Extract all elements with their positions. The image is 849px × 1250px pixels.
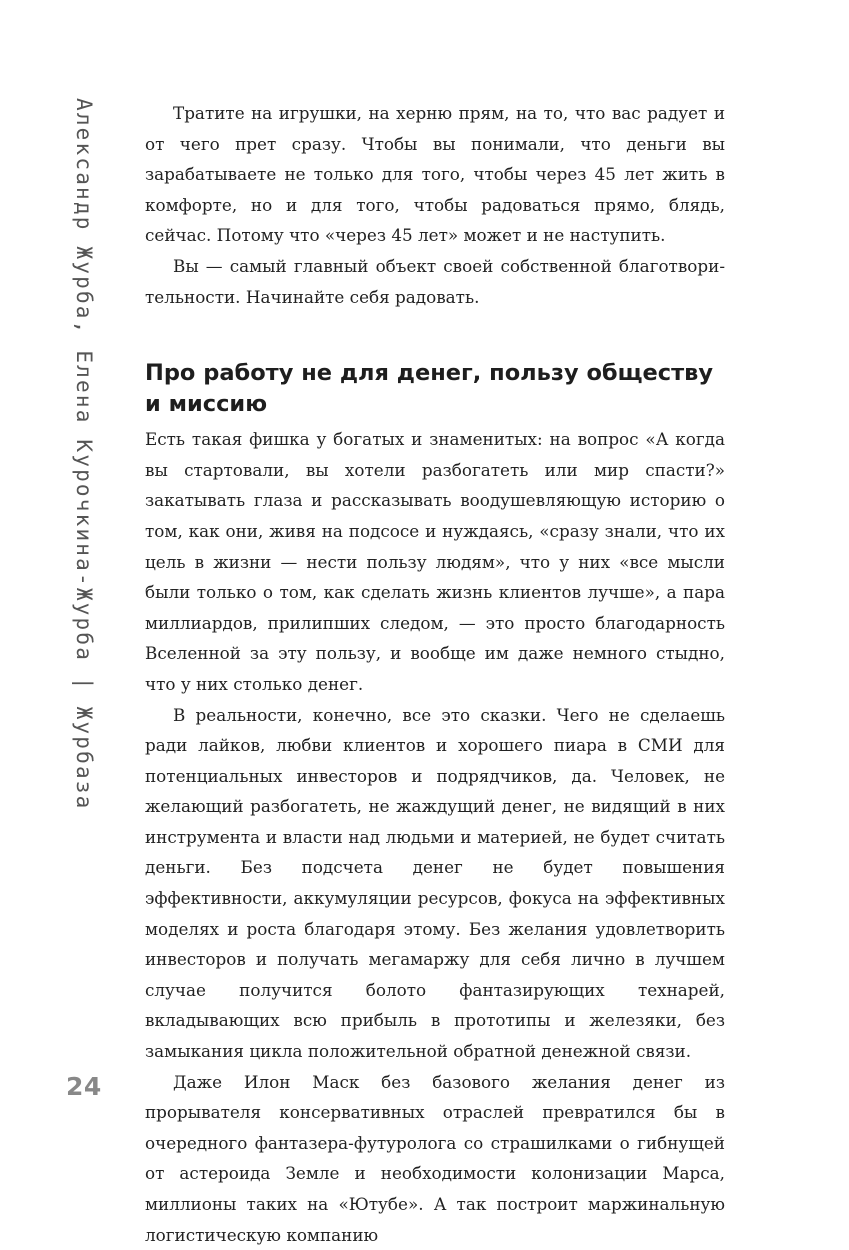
intro-paragraph: Тратите на игрушки, на херню прям, на то, что вас радует и от чего прет сразу. Чтобы вы понимали, что деньги вы зарабатываете не только для того, чтобы через 45 лет жить в комфорте, но и для того, чтобы радоваться прямо, блядь, сейчас. Потому что «через 45 лет» может и не наступить.: [145, 103, 725, 246]
section-heading: Про работу не для денег, пользу обществу и миссию: [145, 360, 714, 418]
section-paragraph: Есть такая фишка у богатых и знаменитых: на вопрос «А когда вы стартовали, вы хотели разбогатеть или мир спасти?» закатывать глаза и рассказывать воодушевляющую историю о том, как они, живя на подсосе и нуждаясь, «сразу знали, что их цель в жизни — нести пользу людям», что у них «все мысли были только о том, как сделать жизнь клиентов лучше», а пара миллиардов, прилипших следом, — это просто благодарность Вселенной за эту пользу, и вообще им даже немного стыдно, что у них столько денег.: [145, 429, 725, 694]
intro-paragraph: Вы — самый главный объект своей собственной благотворительности. Начинайте себя радовать.: [145, 255, 725, 307]
page-body: [145, 98, 725, 1250]
page-number: 24: [66, 1072, 102, 1101]
section-paragraph: Даже Илон Маск без базового желания денег из прорывателя консервативных отраслей превратился бы в очередного фантазера-футуролога со страшилками о гибнущей от астероида Земле и необходимости колонизации Марса, миллионы таких на «Ютубе». А так построит маржинальную логистическую компанию: [145, 1071, 725, 1245]
section-paragraph: В реальности, конечно, все это сказки. Чего не сделаешь ради лайков, любви клиентов и хорошего пиара в СМИ для потенциальных инвесторов и подрядчиков, да. Человек, не желающий разбогатеть, не жаждущий денег, не видящий в них инструмента и власти над людьми и материей, не будет считать деньги. Без подсчета денег не будет повышения эффективности, аккумуляции ресурсов, фокуса на эффективных моделях и роста благодаря этому. Без желания удовлетворить инвесторов и получать мегамаржу для себя лично в лучшем случае получится болото фантазирующих технарей, вкладывающих всю прибыль в прототипы и железяки, без замыкания цикла положительной обратной денежной связи.: [145, 704, 725, 1062]
running-head: Александр Журба, Елена Курочкина-Журба | Журбаза: [72, 98, 96, 811]
